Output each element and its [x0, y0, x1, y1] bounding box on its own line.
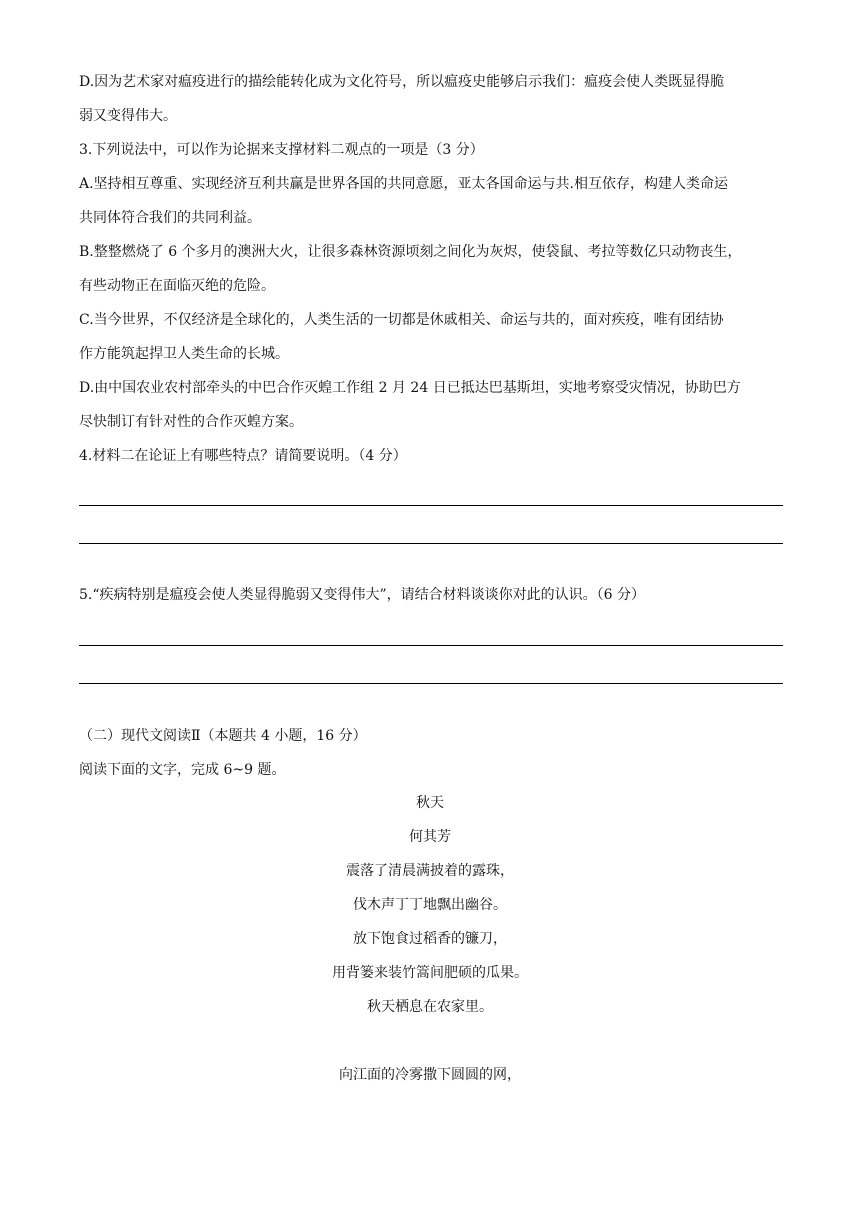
- q2-option-d-line-2: 弱又变得伟大。: [79, 108, 177, 124]
- q4-stem: 4.材料二在论证上有哪些特点？请简要说明。（4 分）: [79, 448, 407, 464]
- poem-line: 秋天栖息在农家里。: [367, 999, 493, 1015]
- poem-title: 秋天: [416, 795, 444, 811]
- answer-line: [79, 645, 783, 646]
- q3-stem: 3.下列说法中，可以作为论据来支撑材料二观点的一项是（3 分）: [79, 142, 484, 158]
- poem-line: 伐木声丁丁地飘出幽谷。: [353, 897, 507, 913]
- section-instruction: 阅读下面的文字，完成 6~9 题。: [79, 762, 286, 778]
- q3-option-d-line-1: D.由中国农业农村部牵头的中巴合作灭蝗工作组 2 月 24 日已抵达巴基斯坦，实地考察受灾情况，协助巴方: [79, 380, 741, 396]
- answer-line: [79, 683, 783, 684]
- poem-line: 放下饱食过稻香的镰刀，: [353, 931, 507, 947]
- poem-line: 向江面的冷雾撒下圆圆的网，: [339, 1067, 521, 1083]
- answer-line: [79, 543, 783, 544]
- q3-option-a-line-2: 共同体符合我们的共同利益。: [79, 210, 261, 226]
- section-heading: （二）现代文阅读Ⅱ（本题共 4 小题，16 分）: [79, 728, 367, 744]
- poem-line: 震落了清晨满披着的露珠，: [346, 863, 514, 879]
- q3-option-b-line-2: 有些动物正在面临灭绝的危险。: [79, 278, 275, 294]
- q3-option-c-line-2: 作方能筑起捍卫人类生命的长城。: [79, 346, 289, 362]
- q2-option-d-line-1: D.因为艺术家对瘟疫进行的描绘能转化成为文化符号，所以瘟疫史能够启示我们：瘟疫会使人类既显得脆: [79, 74, 725, 90]
- answer-line: [79, 505, 783, 506]
- q3-option-c-line-1: C.当今世界，不仅经济是全球化的，人类生活的一切都是休戚相关、命运与共的，面对疾疫，唯有团结协: [79, 312, 724, 328]
- q5-stem: 5.“疾病特别是瘟疫会使人类显得脆弱又变得伟大”，请结合材料谈谈你对此的认识。（6 分）: [79, 587, 646, 603]
- q3-option-b-line-1: B.整整燃烧了 6 个多月的澳洲大火，让很多森林资源顷刻之间化为灰烬，使袋鼠、考拉等数亿只动物丧生，: [79, 244, 742, 260]
- poem-author: 何其芳: [409, 829, 451, 845]
- q3-option-d-line-2: 尽快制订有针对性的合作灭蝗方案。: [79, 414, 303, 430]
- poem-line: 用背篓来装竹篙间肥硕的瓜果。: [332, 965, 528, 981]
- q3-option-a-line-1: A.坚持相互尊重、实现经济互利共赢是世界各国的共同意愿，亚太各国命运与共.相互依存，构建人类命运: [79, 176, 729, 192]
